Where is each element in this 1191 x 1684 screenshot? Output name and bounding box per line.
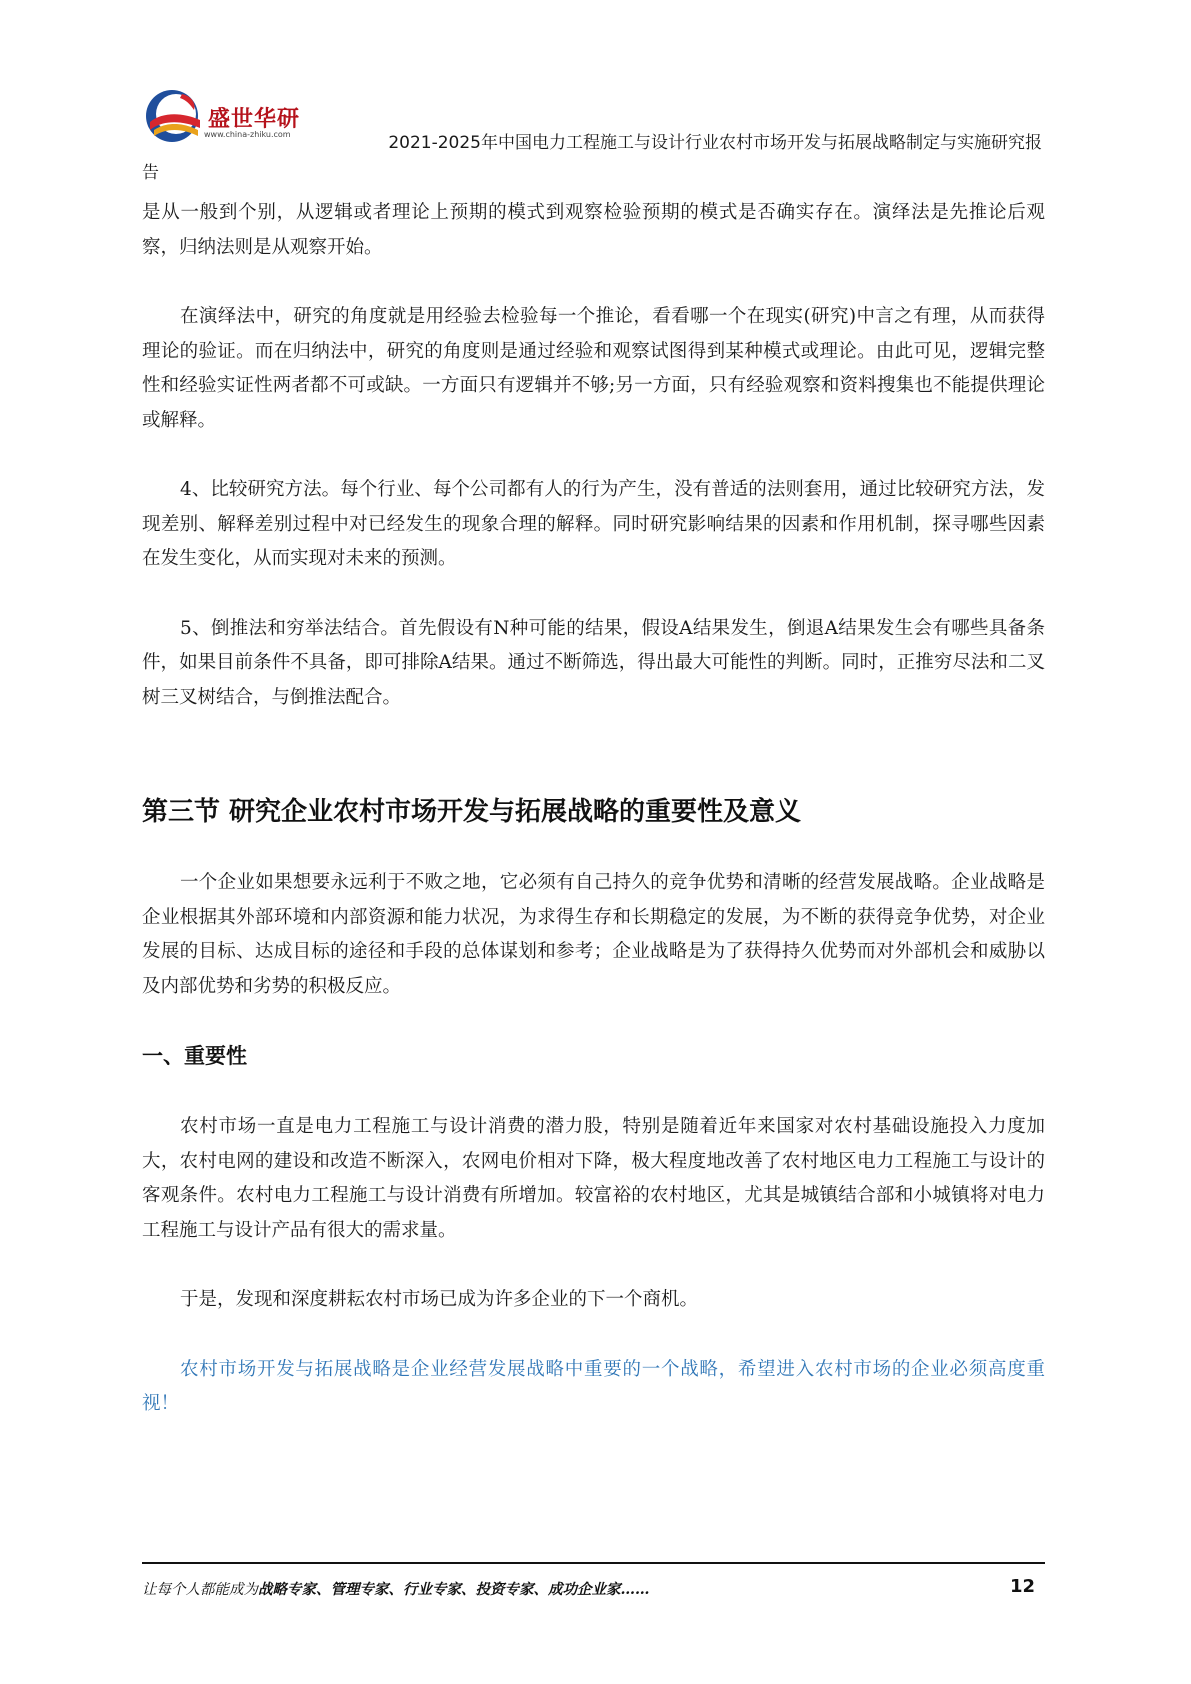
paragraph-enterprise-strategy: 一个企业如果想要永远利于不败之地，它必须有自己持久的竞争优势和清晰的经营发展战略。企业战略是企业根据其外部环境和内部资源和能力状况，为求得生存和长期稳定的发展，为不断的获得竞争优势，对企业发展的目标、达成目标的途径和手段的总体谋划和参考；企业战略是为了获得持久优势而对外部机会和威胁以及内部优势和劣势的积极反应。 (142, 872, 1045, 997)
report-title-line2: 告 (142, 163, 159, 183)
report-title-line1: 2021-2025年中国电力工程施工与设计行业农村市场开发与拓展战略制定与实施研究报 (388, 133, 1042, 153)
report-title (142, 128, 1042, 188)
footer-slogan (142, 1578, 650, 1599)
logo-wordmark: 盛世华研 (208, 107, 301, 132)
paragraph-rural-market-potential: 农村市场一直是电力工程施工与设计消费的潜力股，特别是随着近年来国家对农村基础设施投入力度加大，农村电网的建设和改造不断深入，农网电价相对下降，极大程度地改善了农村地区电力工程施工与设计的客观条件。农村电力工程施工与设计消费有所增加。较富裕的农村地区，尤其是城镇结合部和小城镇将对电力工程施工与设计产品有很大的需求量。 (142, 1116, 1045, 1241)
footer-divider (142, 1562, 1045, 1564)
paragraph-deduction-perspective: 在演绎法中，研究的角度就是用经验去检验每一个推论，看看哪一个在现实(研究)中言之有理，从而获得理论的验证。而在归纳法中，研究的角度则是通过经验和观察试图得到某种模式或理论。由此可见，逻辑完整性和经验实证性两者都不可或缺。一方面只有逻辑并不够;另一方面，只有经验观察和资料搜集也不能提供理论或解释。 (142, 306, 1045, 431)
page-footer (142, 1562, 1045, 1598)
paragraph-business-opportunity: 于是，发现和深度耕耘农村市场已成为许多企业的下一个商机。 (180, 1289, 699, 1310)
page-content (142, 196, 1045, 1422)
paragraph-deduction-induction-end: 是从一般到个别，从逻辑或者理论上预期的模式到观察检验预期的模式是否确实存在。演绎法是先推论后观察，归纳法则是从观察开始。 (142, 202, 1045, 258)
page-number: 12 (1009, 1576, 1035, 1597)
subsection-title-importance: 一、重要性 (142, 1044, 247, 1068)
footer-slogan-prefix: 让每个人都能成为 (142, 1582, 258, 1598)
logo-url: www.china-zhiku.com (204, 130, 291, 139)
paragraph-comparative-method: 4、比较研究方法。每个行业、每个公司都有人的行为产生，没有普适的法则套用，通过比较研究方法，发现差别、解释差别过程中对已经发生的现象合理的解释。同时研究影响结果的因素和作用机制，探寻哪些因素在发生变化，从而实现对未来的预测。 (142, 479, 1045, 569)
section-title: 第三节 研究企业农村市场开发与拓展战略的重要性及意义 (142, 797, 802, 827)
paragraph-highlight-notice: 农村市场开发与拓展战略是企业经营发展战略中重要的一个战略，希望进入农村市场的企业必须高度重视！ (142, 1358, 1045, 1414)
footer-slogan-roles: 战略专家、管理专家、行业专家、投资专家、成功企业家…… (258, 1581, 650, 1598)
paragraph-backward-exhaustive-method: 5、倒推法和穷举法结合。首先假设有N种可能的结果，假设A结果发生，倒退A结果发生会有哪些具备条件，如果目前条件不具备，即可排除A结果。通过不断筛选，得出最大可能性的判断。同时，正推穷尽法和二叉树三叉树结合，与倒推法配合。 (142, 617, 1045, 708)
page-header (142, 84, 1042, 184)
